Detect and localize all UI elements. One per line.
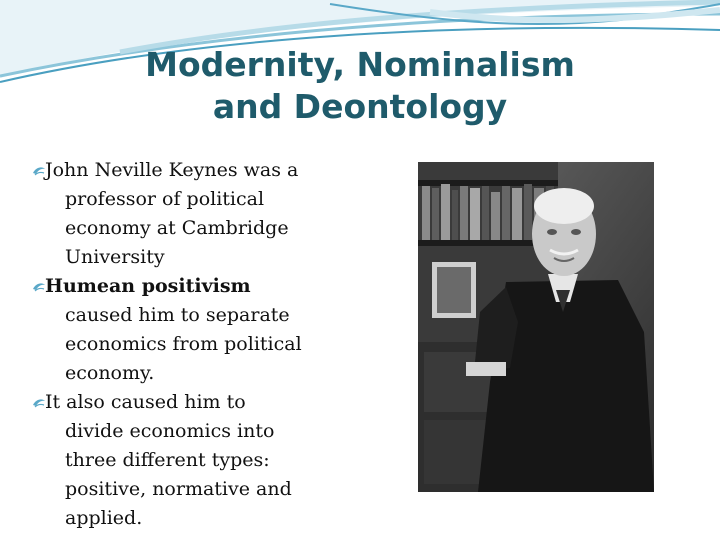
swirl-bullet-icon — [32, 281, 46, 293]
bullet-item — [16, 388, 376, 533]
bullet-line: three different types: — [65, 449, 270, 471]
bullet-line: economy. — [65, 362, 155, 384]
slide-title — [0, 44, 720, 128]
bullet-line: University — [65, 246, 165, 268]
bullet-line: economy at Cambridge — [65, 217, 289, 239]
title-line-1: Modernity, Nominalism — [145, 45, 575, 84]
bullet-line: positive, normative and — [65, 478, 292, 500]
bullet-item — [16, 272, 376, 388]
swirl-bullet-icon — [32, 397, 46, 409]
portrait-photo — [418, 162, 654, 492]
bullet-line: professor of political — [65, 188, 265, 210]
bullet-line: caused him to separate — [65, 304, 290, 326]
bullet-item — [16, 156, 376, 272]
bullet-first-line: It also caused him to — [45, 391, 246, 413]
bullet-list — [16, 156, 376, 533]
swirl-bullet-icon — [32, 165, 46, 177]
bullet-first-line-bold: Humean positivism — [45, 275, 251, 297]
bullet-line: applied. — [65, 507, 143, 529]
bullet-line: economics from political — [65, 333, 302, 355]
title-line-2: and Deontology — [212, 87, 508, 126]
bullet-first-line: John Neville Keynes was a — [45, 159, 299, 181]
bullet-line: divide economics into — [65, 420, 275, 442]
